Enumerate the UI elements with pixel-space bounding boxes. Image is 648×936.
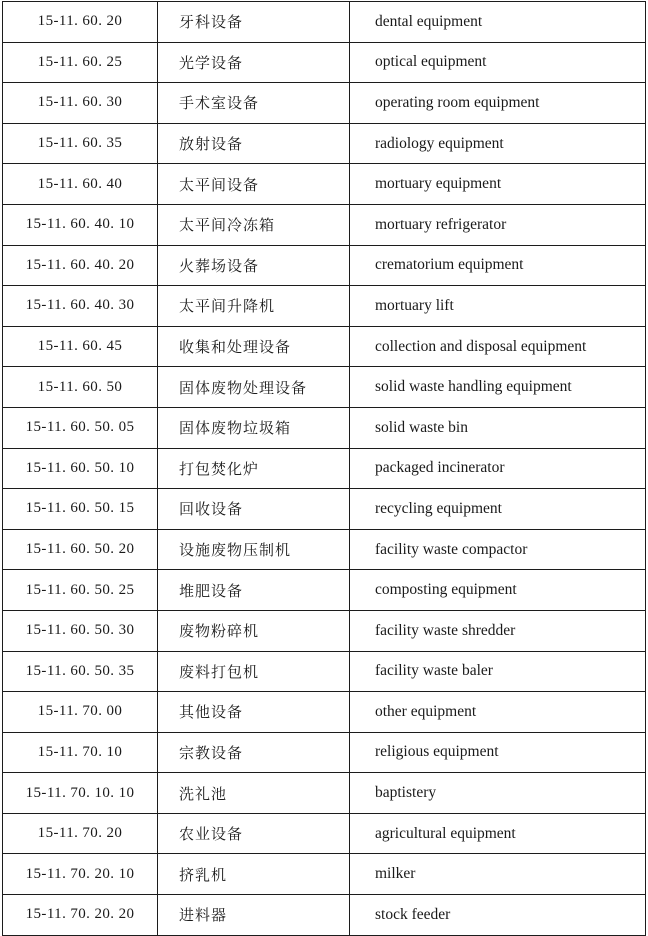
code-cell: 15-11. 70. 10 [3, 732, 158, 773]
chinese-term-cell: 其他设备 [158, 692, 350, 733]
code-cell: 15-11. 60. 50. 05 [3, 407, 158, 448]
english-term-cell: composting equipment [350, 570, 646, 611]
code-cell: 15-11. 60. 35 [3, 123, 158, 164]
table-row [3, 286, 646, 327]
chinese-term-cell: 手术室设备 [158, 83, 350, 124]
code-cell: 15-11. 60. 50 [3, 367, 158, 408]
code-cell: 15-11. 60. 50. 35 [3, 651, 158, 692]
table-row [3, 895, 646, 936]
code-cell: 15-11. 60. 30 [3, 83, 158, 124]
chinese-term-cell: 固体废物垃圾箱 [158, 407, 350, 448]
english-term-cell: religious equipment [350, 732, 646, 773]
chinese-term-cell: 打包焚化炉 [158, 448, 350, 489]
english-term-cell: collection and disposal equipment [350, 326, 646, 367]
chinese-term-cell: 进料器 [158, 895, 350, 936]
chinese-term-cell: 农业设备 [158, 813, 350, 854]
table-row [3, 367, 646, 408]
chinese-term-cell: 固体废物处理设备 [158, 367, 350, 408]
table-row [3, 245, 646, 286]
table-row [3, 2, 646, 43]
chinese-term-cell: 废物粉碎机 [158, 610, 350, 651]
table-row [3, 732, 646, 773]
chinese-term-cell: 堆肥设备 [158, 570, 350, 611]
table-row [3, 123, 646, 164]
english-term-cell: operating room equipment [350, 83, 646, 124]
code-cell: 15-11. 60. 50. 15 [3, 489, 158, 530]
english-term-cell: crematorium equipment [350, 245, 646, 286]
table-row [3, 489, 646, 530]
chinese-term-cell: 光学设备 [158, 42, 350, 83]
classification-table [2, 1, 646, 936]
table-row [3, 854, 646, 895]
code-cell: 15-11. 60. 50. 25 [3, 570, 158, 611]
english-term-cell: other equipment [350, 692, 646, 733]
chinese-term-cell: 牙科设备 [158, 2, 350, 43]
table-row [3, 204, 646, 245]
english-term-cell: optical equipment [350, 42, 646, 83]
table-row [3, 164, 646, 205]
english-term-cell: mortuary lift [350, 286, 646, 327]
english-term-cell: mortuary equipment [350, 164, 646, 205]
code-cell: 15-11. 70. 10. 10 [3, 773, 158, 814]
english-term-cell: radiology equipment [350, 123, 646, 164]
table-row [3, 407, 646, 448]
chinese-term-cell: 火葬场设备 [158, 245, 350, 286]
code-cell: 15-11. 70. 20 [3, 813, 158, 854]
table-row [3, 448, 646, 489]
english-term-cell: recycling equipment [350, 489, 646, 530]
english-term-cell: baptistery [350, 773, 646, 814]
english-term-cell: packaged incinerator [350, 448, 646, 489]
chinese-term-cell: 回收设备 [158, 489, 350, 530]
code-cell: 15-11. 70. 20. 20 [3, 895, 158, 936]
code-cell: 15-11. 60. 45 [3, 326, 158, 367]
chinese-term-cell: 收集和处理设备 [158, 326, 350, 367]
code-cell: 15-11. 60. 40. 30 [3, 286, 158, 327]
english-term-cell: solid waste handling equipment [350, 367, 646, 408]
code-cell: 15-11. 60. 40 [3, 164, 158, 205]
table-row [3, 610, 646, 651]
code-cell: 15-11. 60. 40. 10 [3, 204, 158, 245]
chinese-term-cell: 太平间冷冻箱 [158, 204, 350, 245]
chinese-term-cell: 放射设备 [158, 123, 350, 164]
chinese-term-cell: 挤乳机 [158, 854, 350, 895]
english-term-cell: mortuary refrigerator [350, 204, 646, 245]
english-term-cell: agricultural equipment [350, 813, 646, 854]
english-term-cell: dental equipment [350, 2, 646, 43]
table-row [3, 83, 646, 124]
code-cell: 15-11. 60. 40. 20 [3, 245, 158, 286]
table-row [3, 326, 646, 367]
table-row [3, 529, 646, 570]
code-cell: 15-11. 60. 50. 20 [3, 529, 158, 570]
chinese-term-cell: 设施废物压制机 [158, 529, 350, 570]
table-row [3, 42, 646, 83]
english-term-cell: facility waste baler [350, 651, 646, 692]
chinese-term-cell: 太平间设备 [158, 164, 350, 205]
english-term-cell: stock feeder [350, 895, 646, 936]
chinese-term-cell: 太平间升降机 [158, 286, 350, 327]
table-row [3, 651, 646, 692]
chinese-term-cell: 洗礼池 [158, 773, 350, 814]
english-term-cell: solid waste bin [350, 407, 646, 448]
chinese-term-cell: 废料打包机 [158, 651, 350, 692]
english-term-cell: facility waste shredder [350, 610, 646, 651]
code-cell: 15-11. 60. 50. 30 [3, 610, 158, 651]
code-cell: 15-11. 70. 00 [3, 692, 158, 733]
table-body [3, 2, 646, 936]
table-row [3, 692, 646, 733]
code-cell: 15-11. 60. 25 [3, 42, 158, 83]
english-term-cell: facility waste compactor [350, 529, 646, 570]
code-cell: 15-11. 60. 20 [3, 2, 158, 43]
table-row [3, 773, 646, 814]
table-row [3, 570, 646, 611]
chinese-term-cell: 宗教设备 [158, 732, 350, 773]
code-cell: 15-11. 70. 20. 10 [3, 854, 158, 895]
code-cell: 15-11. 60. 50. 10 [3, 448, 158, 489]
table-row [3, 813, 646, 854]
english-term-cell: milker [350, 854, 646, 895]
